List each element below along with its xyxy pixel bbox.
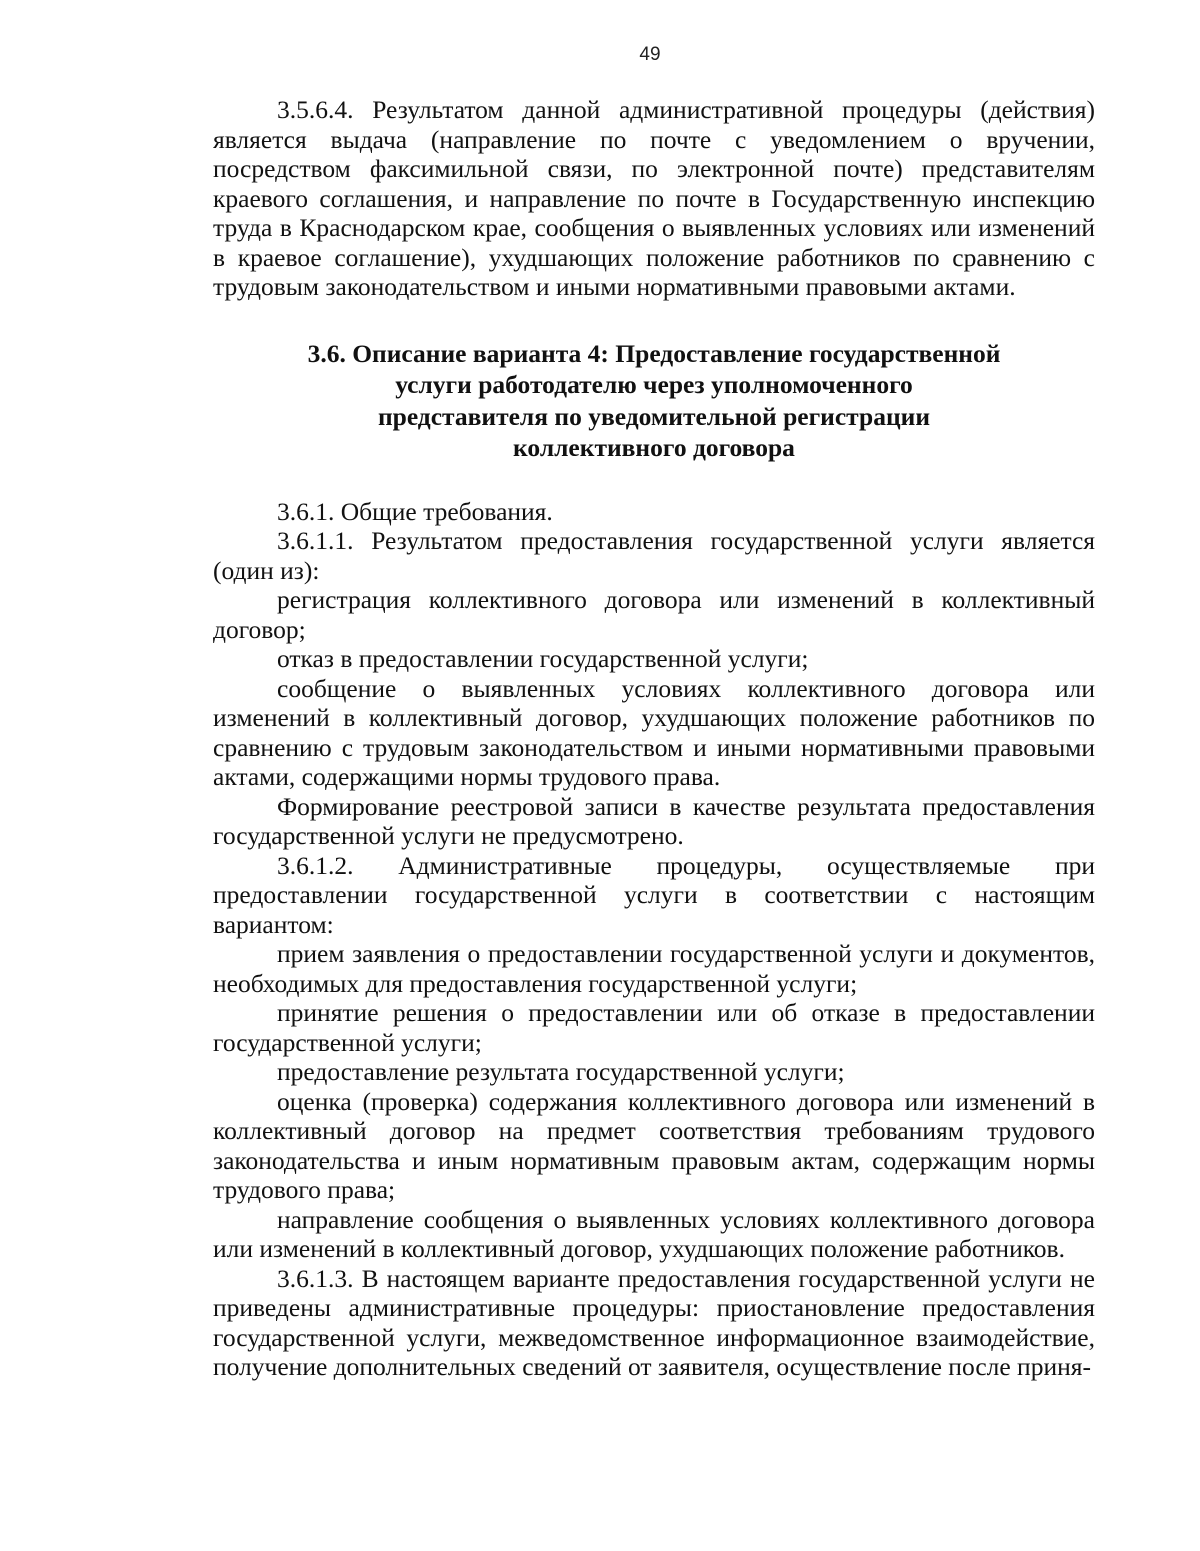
list-item-refusal: отказ в предоставлении государственной услуги; [277, 644, 809, 673]
list-item-content-check: оценка (проверка) содержания коллективного договора или изменений в коллективный договор на предмет соответствия требованиям трудового законодательства и иным нормативным правовым актам, содержащим нормы трудового права; [213, 1086, 1095, 1204]
list-item-notification: сообщение о выявленных условиях коллективного договора или изменений в коллективный договор, ухудшающих положение работников по сравнению с трудовым законодательством и иными нормативными правовыми актами, содержащими нормы трудового права. [213, 673, 1095, 791]
list-item-decision: принятие решения о предоставлении или об отказе в предоставлении государственной услуги; [213, 998, 1095, 1057]
heading-line-3: представителя по уведомительной регистрации [377, 401, 931, 431]
section-heading-3-6 [213, 338, 1095, 464]
heading-line-1: 3.6. Описание варианта 4: Предоставление государственной [307, 338, 1001, 368]
list-item-application-intake: прием заявления о предоставлении государственной услуги и документов, необходимых для предоставления государственной услуги; [213, 939, 1095, 998]
list-item-registration: регистрация коллективного договора или изменений в коллективный договор; [213, 585, 1095, 644]
paragraph-3-6-1-3: 3.6.1.3. В настоящем варианте предоставления государственной услуги не приведены административные процедуры: приостановление предоставления государственной услуги, межведомственное информационное взаимодействие, получение дополнительных сведений от заявителя, осуществление после приня- [213, 1263, 1095, 1381]
paragraph-registry-record: Формирование реестровой записи в качестве результата предоставления государственной услуги не предусмотрено. [213, 791, 1095, 850]
list-item-sending-notice: направление сообщения о выявленных условиях коллективного договора или изменений в коллективный договор, ухудшающих положение работников. [213, 1204, 1095, 1263]
paragraph-3-6-1-2: 3.6.1.2. Административные процедуры, осуществляемые при предоставлении государственной услуги в соответствии с настоящим вариантом: [213, 850, 1095, 939]
document-body [213, 95, 1095, 1382]
list-item-result-delivery: предоставление результата государственной услуги; [277, 1057, 845, 1086]
heading-line-2: услуги работодателю через уполномоченного [395, 370, 913, 399]
heading-line-4: коллективного договора [513, 433, 795, 462]
page-number: 49 [639, 44, 661, 65]
paragraph-3-5-6-4: 3.5.6.4. Результатом данной административной процедуры (действия) является выдача (направление по почте с уведомлением о вручении, посредством факсимильной связи, по электронной почте) представителям краевого соглашения, и направление по почте в Государственную инспекцию труда в Краснодарском крае, сообщения о выявленных условиях или изменений в краевое соглашение), ухудшающих положение работников по сравнению с трудовым законодательством и иными нормативными правовыми актами. [213, 95, 1095, 301]
paragraph-3-6-1-1: 3.6.1.1. Результатом предоставления государственной услуги является (один из): [213, 526, 1095, 585]
paragraph-3-6-1: 3.6.1. Общие требования. [277, 496, 553, 526]
